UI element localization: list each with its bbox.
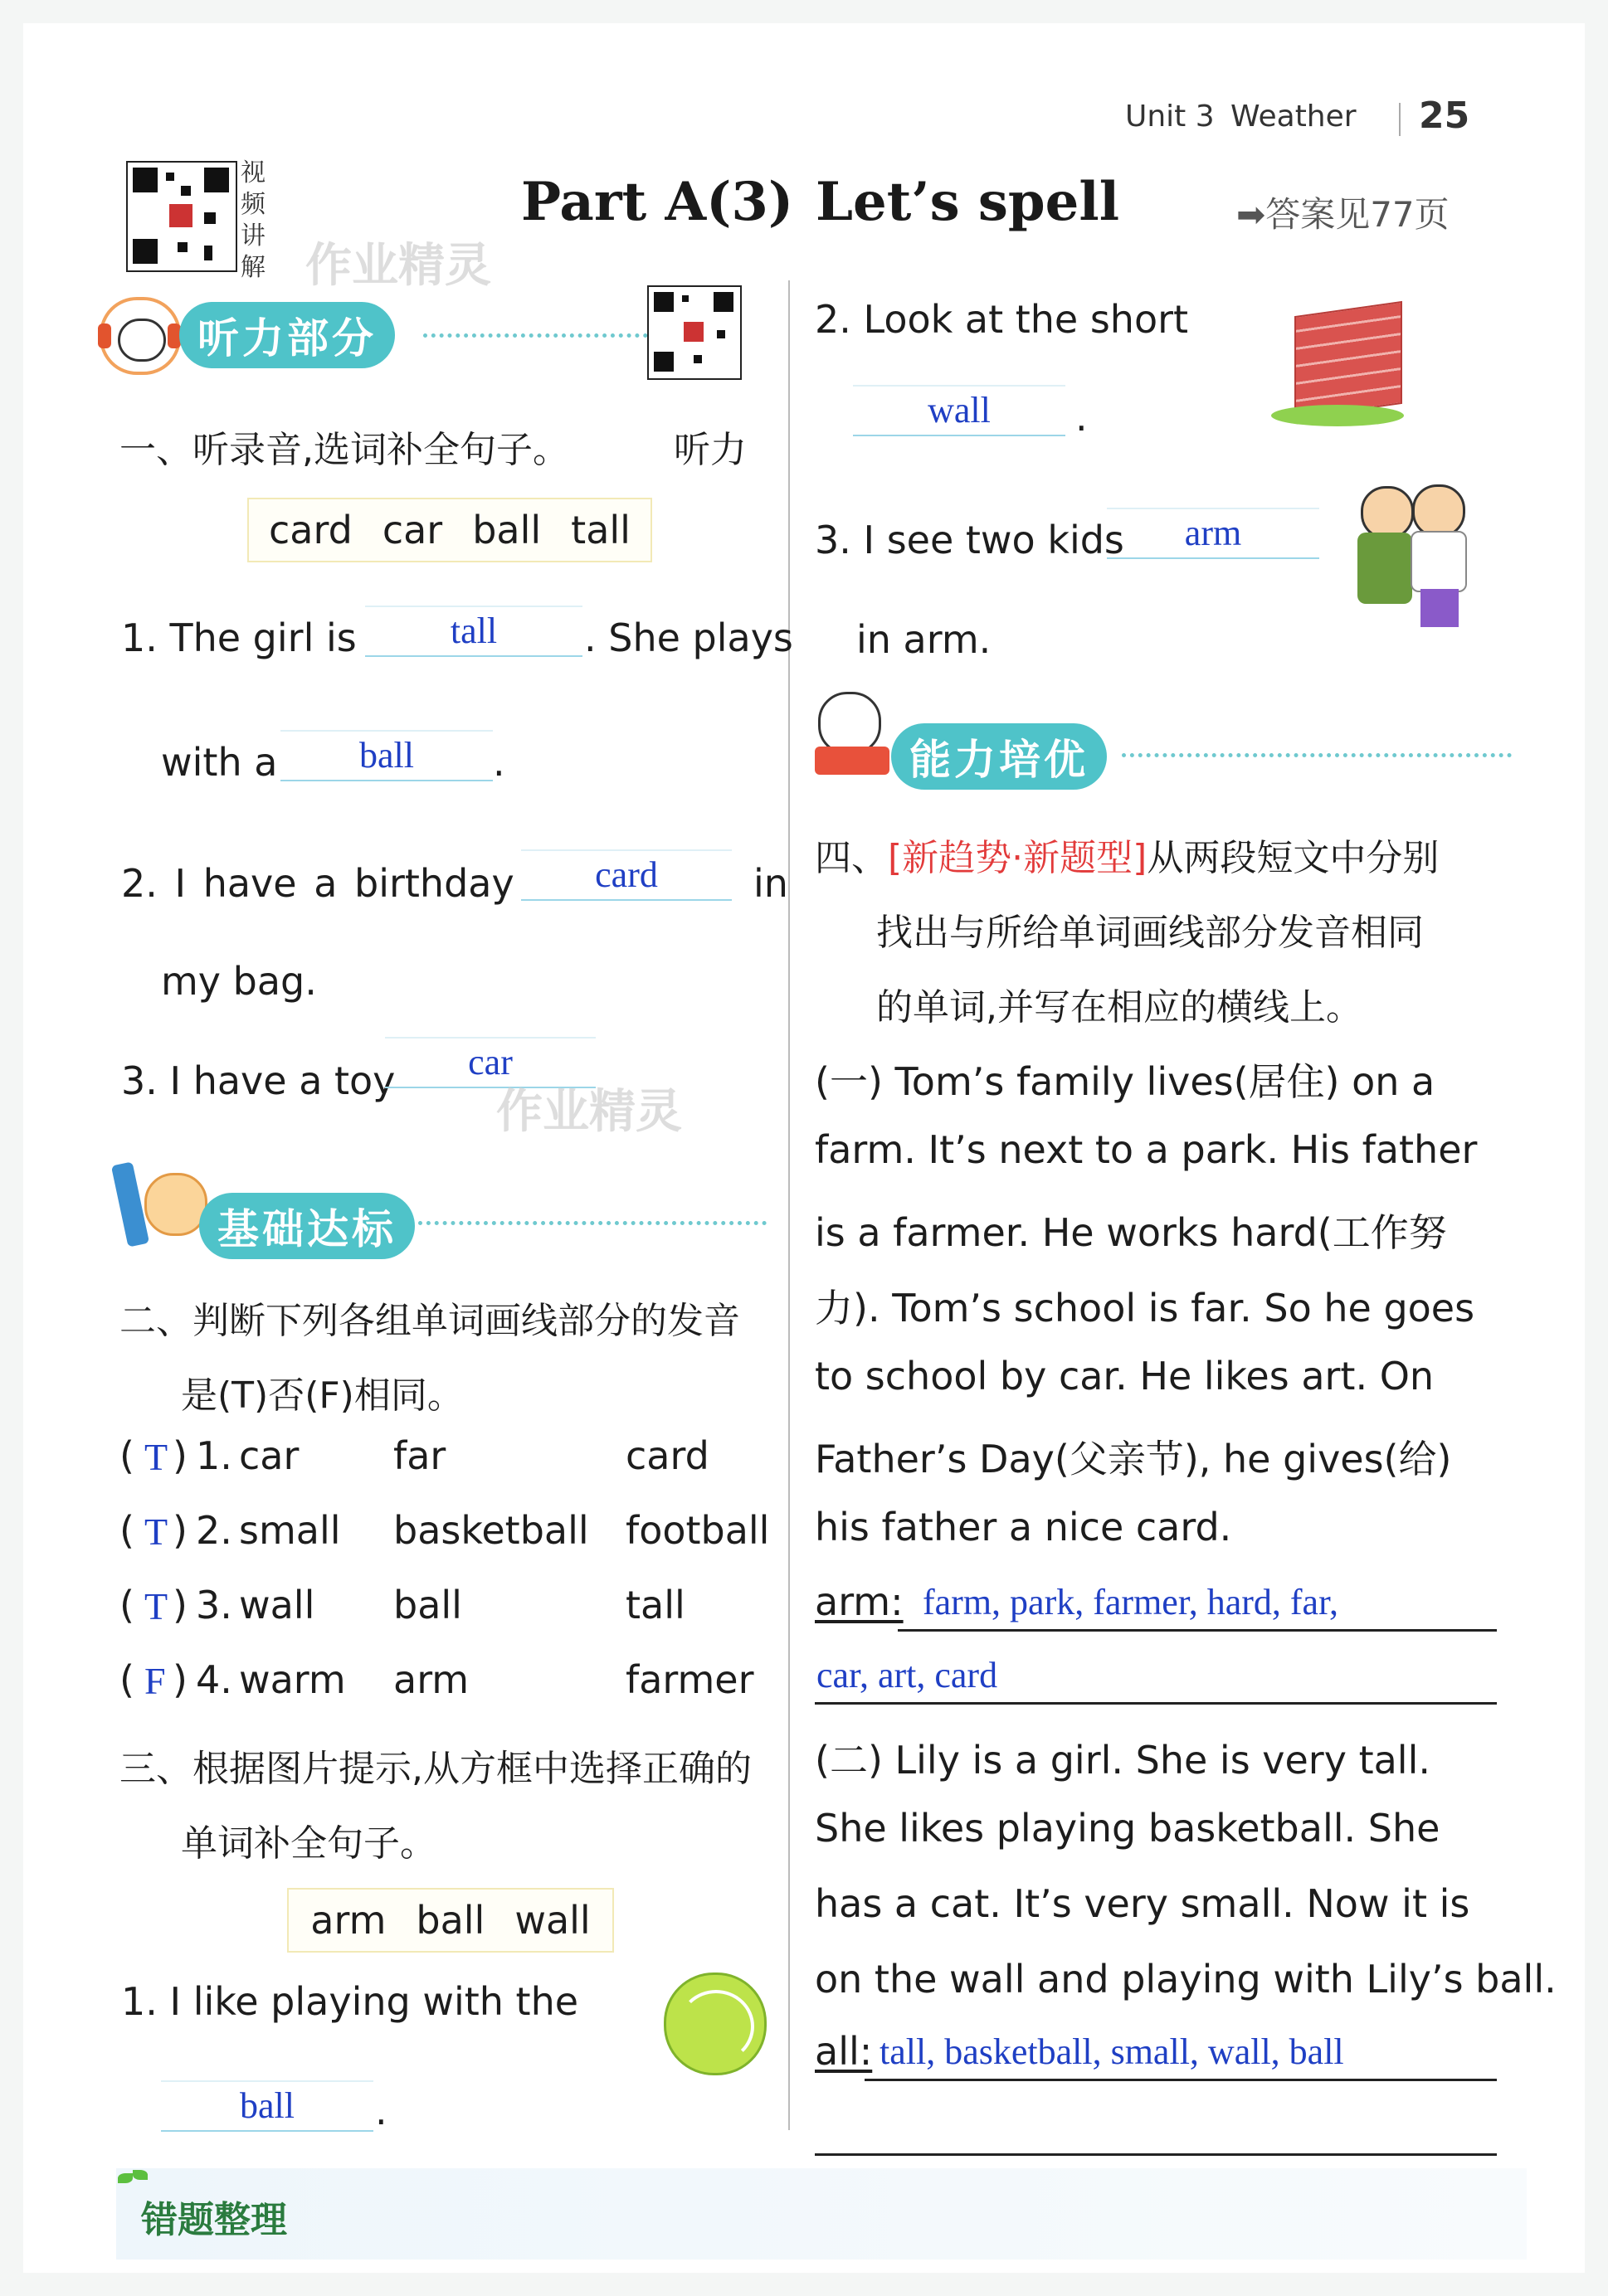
listen-q1-answer-2[interactable]: ball (280, 730, 493, 781)
section-title-basic: 基础达标 (199, 1193, 415, 1259)
picture-q2-text-a: 2. Look at the short (815, 297, 1189, 342)
word-option: arm (310, 1898, 387, 1943)
section-title-ability: 能力培优 (891, 723, 1107, 790)
picture-q3-text-b: in arm. (856, 617, 992, 662)
passage1-line: is a farmer. He works hard(工作努 (815, 1210, 1447, 1255)
workbook-page (23, 23, 1585, 2273)
footer-title: 错题整理 (141, 2199, 287, 2241)
listen-q2-answer[interactable]: card (521, 849, 732, 901)
arm-label: arm: (815, 1579, 904, 1624)
listen-q1-answer-1[interactable]: tall (365, 606, 582, 657)
judge-word: basketball (393, 1508, 589, 1553)
passage1-line: farm. It’s next to a park. His father (815, 1127, 1478, 1172)
listen-q1-text-a: 1. The girl is (121, 615, 357, 660)
footer-band (116, 2168, 1527, 2260)
passage2-line: She likes playing basketball. She (815, 1806, 1440, 1851)
all-answer: tall, basketball, small, wall, ball (880, 2031, 1344, 2072)
picture-q1-text-a: 1. I like playing with the (121, 1979, 579, 2024)
word-box-listen (247, 498, 652, 562)
passage1-line: to school by car. He likes art. On (815, 1354, 1435, 1399)
judge-row: ( T ) 3. wall ball tall (119, 1583, 685, 1627)
instruction-ability-b: 找出与所给单词画线部分发音相同 (876, 912, 1424, 954)
picture-q2-text-b: . (1075, 395, 1088, 440)
judge-word: tall (626, 1583, 685, 1627)
instruction-ability-a: 四、[新趋势·新题型]从两段短文中分别 (815, 837, 1440, 879)
listen-q2-text-c: my bag. (161, 959, 317, 1004)
listen-q3-text-a: 3. I have a toy (121, 1058, 396, 1103)
dog-mascot-icon (818, 692, 881, 755)
judge-word: small (239, 1508, 341, 1553)
arrow-right-icon: ➡ (1236, 194, 1266, 235)
qr-label-listen: 听力 (674, 429, 747, 471)
judge-mark[interactable]: F (144, 1660, 166, 1702)
header-divider (1399, 103, 1401, 136)
arm-answer-2: car, art, card (816, 1655, 998, 1695)
two-kids-icon (1354, 478, 1487, 637)
picture-q2-answer[interactable]: wall (853, 385, 1065, 436)
judge-num: 2. (196, 1508, 232, 1553)
judge-word: far (393, 1433, 446, 1478)
qr-code-video[interactable] (126, 161, 237, 272)
listen-q2-text-b: in (753, 861, 788, 906)
picture-q1-text-b: . (375, 2089, 387, 2133)
word-box-picture (287, 1888, 614, 1953)
instruction-judge-b: 是(T)否(F)相同。 (181, 1374, 464, 1417)
watermark-mid: 作业精灵 (496, 1085, 682, 1139)
word-option: car (382, 508, 443, 552)
word-option: card (269, 508, 353, 552)
watermark-top: 作业精灵 (305, 239, 491, 293)
brick-wall-icon (1271, 289, 1406, 430)
instruction-judge-a: 二、判断下列各组单词画线部分的发音 (119, 1300, 740, 1342)
all-label: all: (815, 2029, 873, 2074)
section-title-listen: 听力部分 (179, 302, 395, 368)
judge-mark[interactable]: T (144, 1585, 168, 1627)
judge-num: 1. (196, 1433, 232, 1478)
leaf-icon (118, 2170, 151, 2188)
judge-row: ( T ) 2. small basketball football (119, 1508, 770, 1553)
section-dots (423, 333, 672, 338)
instruction-listen: 一、听录音,选词补全句子。 (119, 429, 569, 471)
picture-q3-answer[interactable]: arm (1107, 508, 1319, 559)
word-option: ball (416, 1898, 485, 1943)
passage1-line: 力). Tom’s school is far. So he goes (815, 1286, 1475, 1330)
passage2-line: on the wall and playing with Lily’s ball. (815, 1957, 1557, 2002)
section-dots (418, 1221, 767, 1225)
page-number: 25 (1419, 95, 1470, 137)
passage1-line: his father a nice card. (815, 1505, 1232, 1549)
judge-mark[interactable]: T (144, 1510, 168, 1553)
cat-mascot-icon (144, 1173, 207, 1236)
judge-row: ( F ) 4. warm arm farmer (119, 1657, 754, 1702)
judge-word: warm (239, 1657, 346, 1702)
judge-word: football (626, 1508, 770, 1553)
judge-word: car (239, 1433, 300, 1478)
judge-word: ball (393, 1583, 462, 1627)
judge-num: 4. (196, 1657, 232, 1702)
passage1-line: Father’s Day(父亲节), he gives(给) (815, 1437, 1452, 1481)
judge-num: 3. (196, 1583, 232, 1627)
tennis-ball-icon (664, 1973, 767, 2075)
section-header-basic (119, 1163, 775, 1253)
header-topic: Weather (1230, 100, 1357, 134)
instruction-ability-c: 的单词,并写在相应的横线上。 (876, 986, 1362, 1029)
header-unit: Unit 3 (1125, 100, 1215, 134)
word-option: wall (514, 1898, 591, 1943)
book-icon (815, 747, 889, 775)
section-header-ability (815, 692, 1520, 783)
headphone-mascot-icon (100, 297, 181, 375)
column-divider (788, 280, 790, 2130)
qr-code-listen[interactable] (647, 285, 742, 380)
picture-q3-text-a: 3. I see two kids (815, 518, 1124, 562)
passage2-line: has a cat. It’s very small. Now it is (815, 1881, 1470, 1926)
judge-word: farmer (626, 1657, 754, 1702)
passage2-line: (二) Lily is a girl. She is very tall. (815, 1738, 1430, 1783)
section-dots (1122, 753, 1512, 757)
listen-q1-text-c: with a (161, 740, 278, 785)
qr-label-video: 视频讲解 (241, 158, 266, 282)
arm-answer-line-1[interactable] (898, 1581, 1497, 1632)
listen-q1-text-b: . She plays (584, 615, 793, 660)
all-answer-line-2[interactable] (815, 2105, 1497, 2156)
arm-answer-line-2[interactable] (815, 1654, 1497, 1705)
arm-answer-1: farm, park, farmer, hard, far, (923, 1582, 1338, 1622)
judge-mark[interactable]: T (144, 1436, 168, 1478)
listen-q3-answer[interactable]: car (385, 1037, 596, 1088)
judge-row: ( T ) 1. car far card (119, 1433, 709, 1478)
instruction-picture-b: 单词补全句子。 (181, 1822, 436, 1865)
answer-reference: ➡答案见77页 (1236, 194, 1450, 235)
judge-word: arm (393, 1657, 470, 1702)
new-trend-tag: [新趋势·新题型] (888, 837, 1148, 879)
listen-q1-text-d: . (493, 740, 505, 785)
spell-title: Let’s spell (816, 171, 1119, 233)
judge-word: wall (239, 1583, 315, 1627)
picture-q1-answer[interactable]: ball (161, 2080, 373, 2132)
all-answer-line-1[interactable] (865, 2031, 1497, 2081)
part-title: Part A(3) (521, 171, 794, 233)
instruction-picture-a: 三、根据图片提示,从方框中选择正确的 (119, 1748, 752, 1790)
word-option: ball (472, 508, 542, 552)
word-option: tall (571, 508, 631, 552)
passage1-line: (一) Tom’s family lives(居住) on a (815, 1059, 1435, 1104)
listen-q2-text-a: 2. I have a birthday (121, 861, 514, 906)
judge-word: card (626, 1433, 709, 1478)
